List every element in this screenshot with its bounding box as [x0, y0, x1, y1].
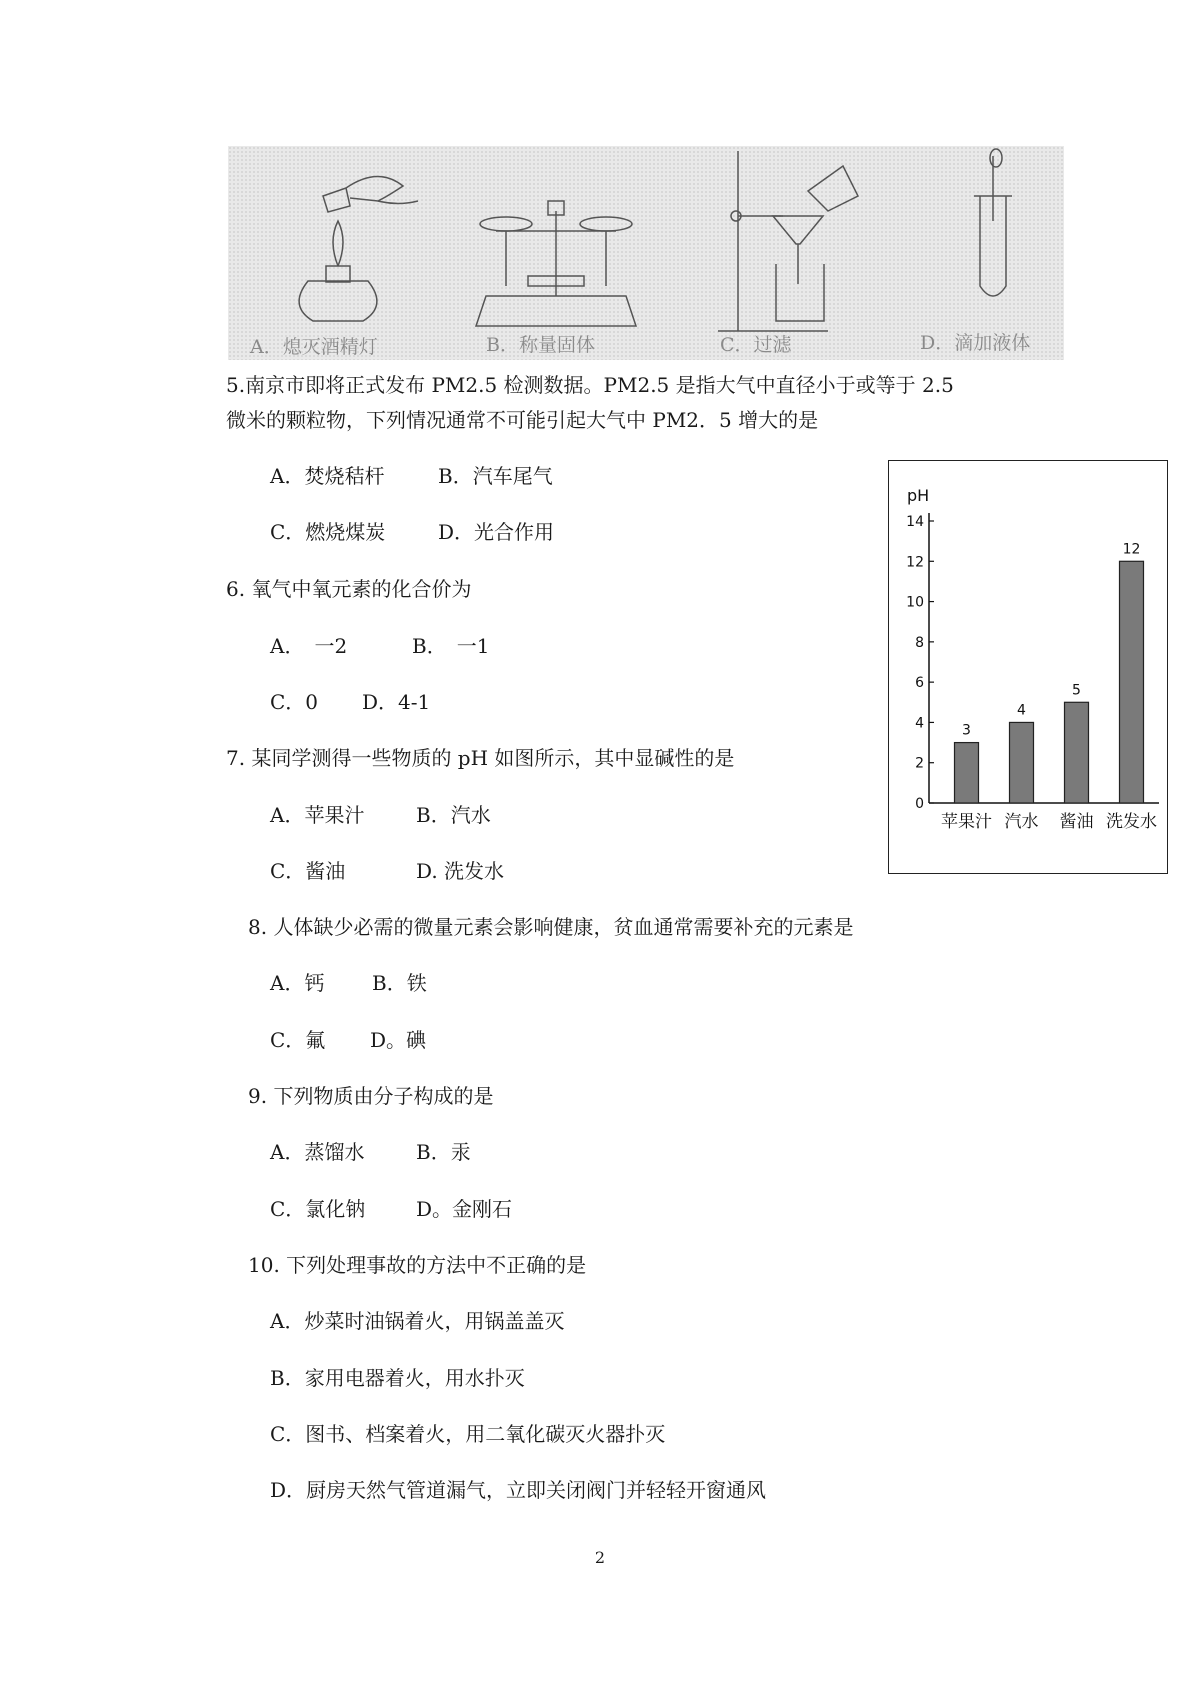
q6-stem: 6. 氧气中氧元素的化合价为: [226, 577, 472, 601]
bar-value-label: 5: [1072, 682, 1081, 699]
q8-option-b: B．铁: [372, 971, 427, 995]
figure-caption-b: B．称量固体: [486, 334, 595, 356]
bar-value-label: 4: [1017, 702, 1026, 719]
q5-option-a: A．焚烧秸杆: [270, 464, 385, 488]
y-tick-label: 6: [915, 675, 924, 692]
x-category-label: 洗发水: [1106, 812, 1157, 832]
q10-option-d: D．厨房天然气管道漏气，立即关闭阀门并轻轻开窗通风: [270, 1478, 767, 1502]
alcohol-lamp-sketch: [299, 176, 418, 321]
y-tick-label: 4: [915, 715, 924, 732]
figure-caption-d: D．滴加液体: [920, 332, 1031, 354]
x-category-label: 苹果汁: [941, 812, 992, 832]
y-tick-label: 10: [906, 594, 924, 611]
q10-stem: 10. 下列处理事故的方法中不正确的是: [248, 1253, 587, 1277]
q8-option-d: D。碘: [370, 1028, 427, 1052]
q9-option-a: A．蒸馏水: [270, 1140, 365, 1164]
figure-caption-a: A．熄灭酒精灯: [250, 336, 378, 358]
page-number: 2: [594, 1548, 606, 1567]
x-category-label: 酱油: [1059, 812, 1094, 832]
q7-option-a: A．苹果汁: [270, 803, 365, 827]
ph-bar-chart: [889, 461, 1166, 872]
q5-option-b: B．汽车尾气: [438, 464, 553, 488]
q6-option-c: C．0: [270, 690, 319, 714]
balance-sketch: [476, 201, 636, 326]
q6-option-b: B． 一1: [412, 634, 490, 658]
q5-stem-line2: 微米的颗粒物，下列情况通常不可能引起大气中 PM2．5 增大的是: [226, 408, 819, 432]
bar-0: [955, 743, 979, 803]
bar-1: [1010, 722, 1034, 803]
bar-3: [1120, 561, 1144, 803]
y-tick-label: 0: [915, 796, 924, 812]
q9-option-b: B．汞: [416, 1140, 471, 1164]
q8-stem: 8. 人体缺少必需的微量元素会影响健康，贫血通常需要补充的元素是: [248, 915, 854, 939]
y-tick-label: 8: [915, 634, 924, 651]
q7-option-c: C．酱油: [270, 859, 346, 883]
q6-option-d: D．4-1: [362, 690, 431, 714]
q7-stem: 7. 某同学测得一些物质的 pH 如图所示，其中显碱性的是: [226, 746, 735, 770]
figure-caption-c: C．过滤: [720, 334, 792, 356]
apparatus-figure-strip: [228, 146, 1064, 360]
q9-stem: 9. 下列物质由分子构成的是: [248, 1084, 494, 1108]
q10-option-a: A．炒菜时油锅着火，用锅盖盖灭: [270, 1309, 565, 1333]
y-tick-label: 12: [906, 554, 924, 571]
bar-value-label: 3: [962, 722, 971, 739]
q8-option-c: C．氟: [270, 1028, 326, 1052]
q8-option-a: A．钙: [270, 971, 325, 995]
q5-option-c: C．燃烧煤炭: [270, 520, 386, 544]
filtration-sketch: [718, 151, 858, 331]
y-tick-label: 2: [915, 755, 924, 772]
q9-option-c: C．氯化钠: [270, 1197, 366, 1221]
q10-option-c: C．图书、档案着火，用二氧化碳灭火器扑灭: [270, 1422, 666, 1446]
q7-option-b: B．汽水: [416, 803, 491, 827]
dropper-testtube-sketch: [974, 149, 1012, 296]
x-category-label: 汽水: [1004, 812, 1039, 832]
q5-option-d: D．光合作用: [438, 520, 555, 544]
q6-option-a: A． 一2: [270, 634, 348, 658]
bar-2: [1065, 702, 1089, 803]
ph-chart-box: [888, 460, 1168, 874]
y-axis-label: pH: [907, 486, 930, 505]
bar-value-label: 12: [1122, 541, 1141, 558]
q9-option-d: D。金刚石: [416, 1197, 513, 1221]
y-tick-label: 14: [906, 514, 924, 530]
q10-option-b: B．家用电器着火，用水扑灭: [270, 1366, 525, 1390]
q7-option-d: D. 洗发水: [416, 859, 505, 883]
q5-stem-line1: 5.南京市即将正式发布 PM2.5 检测数据。PM2.5 是指大气中直径小于或等于 2.5: [226, 373, 954, 397]
